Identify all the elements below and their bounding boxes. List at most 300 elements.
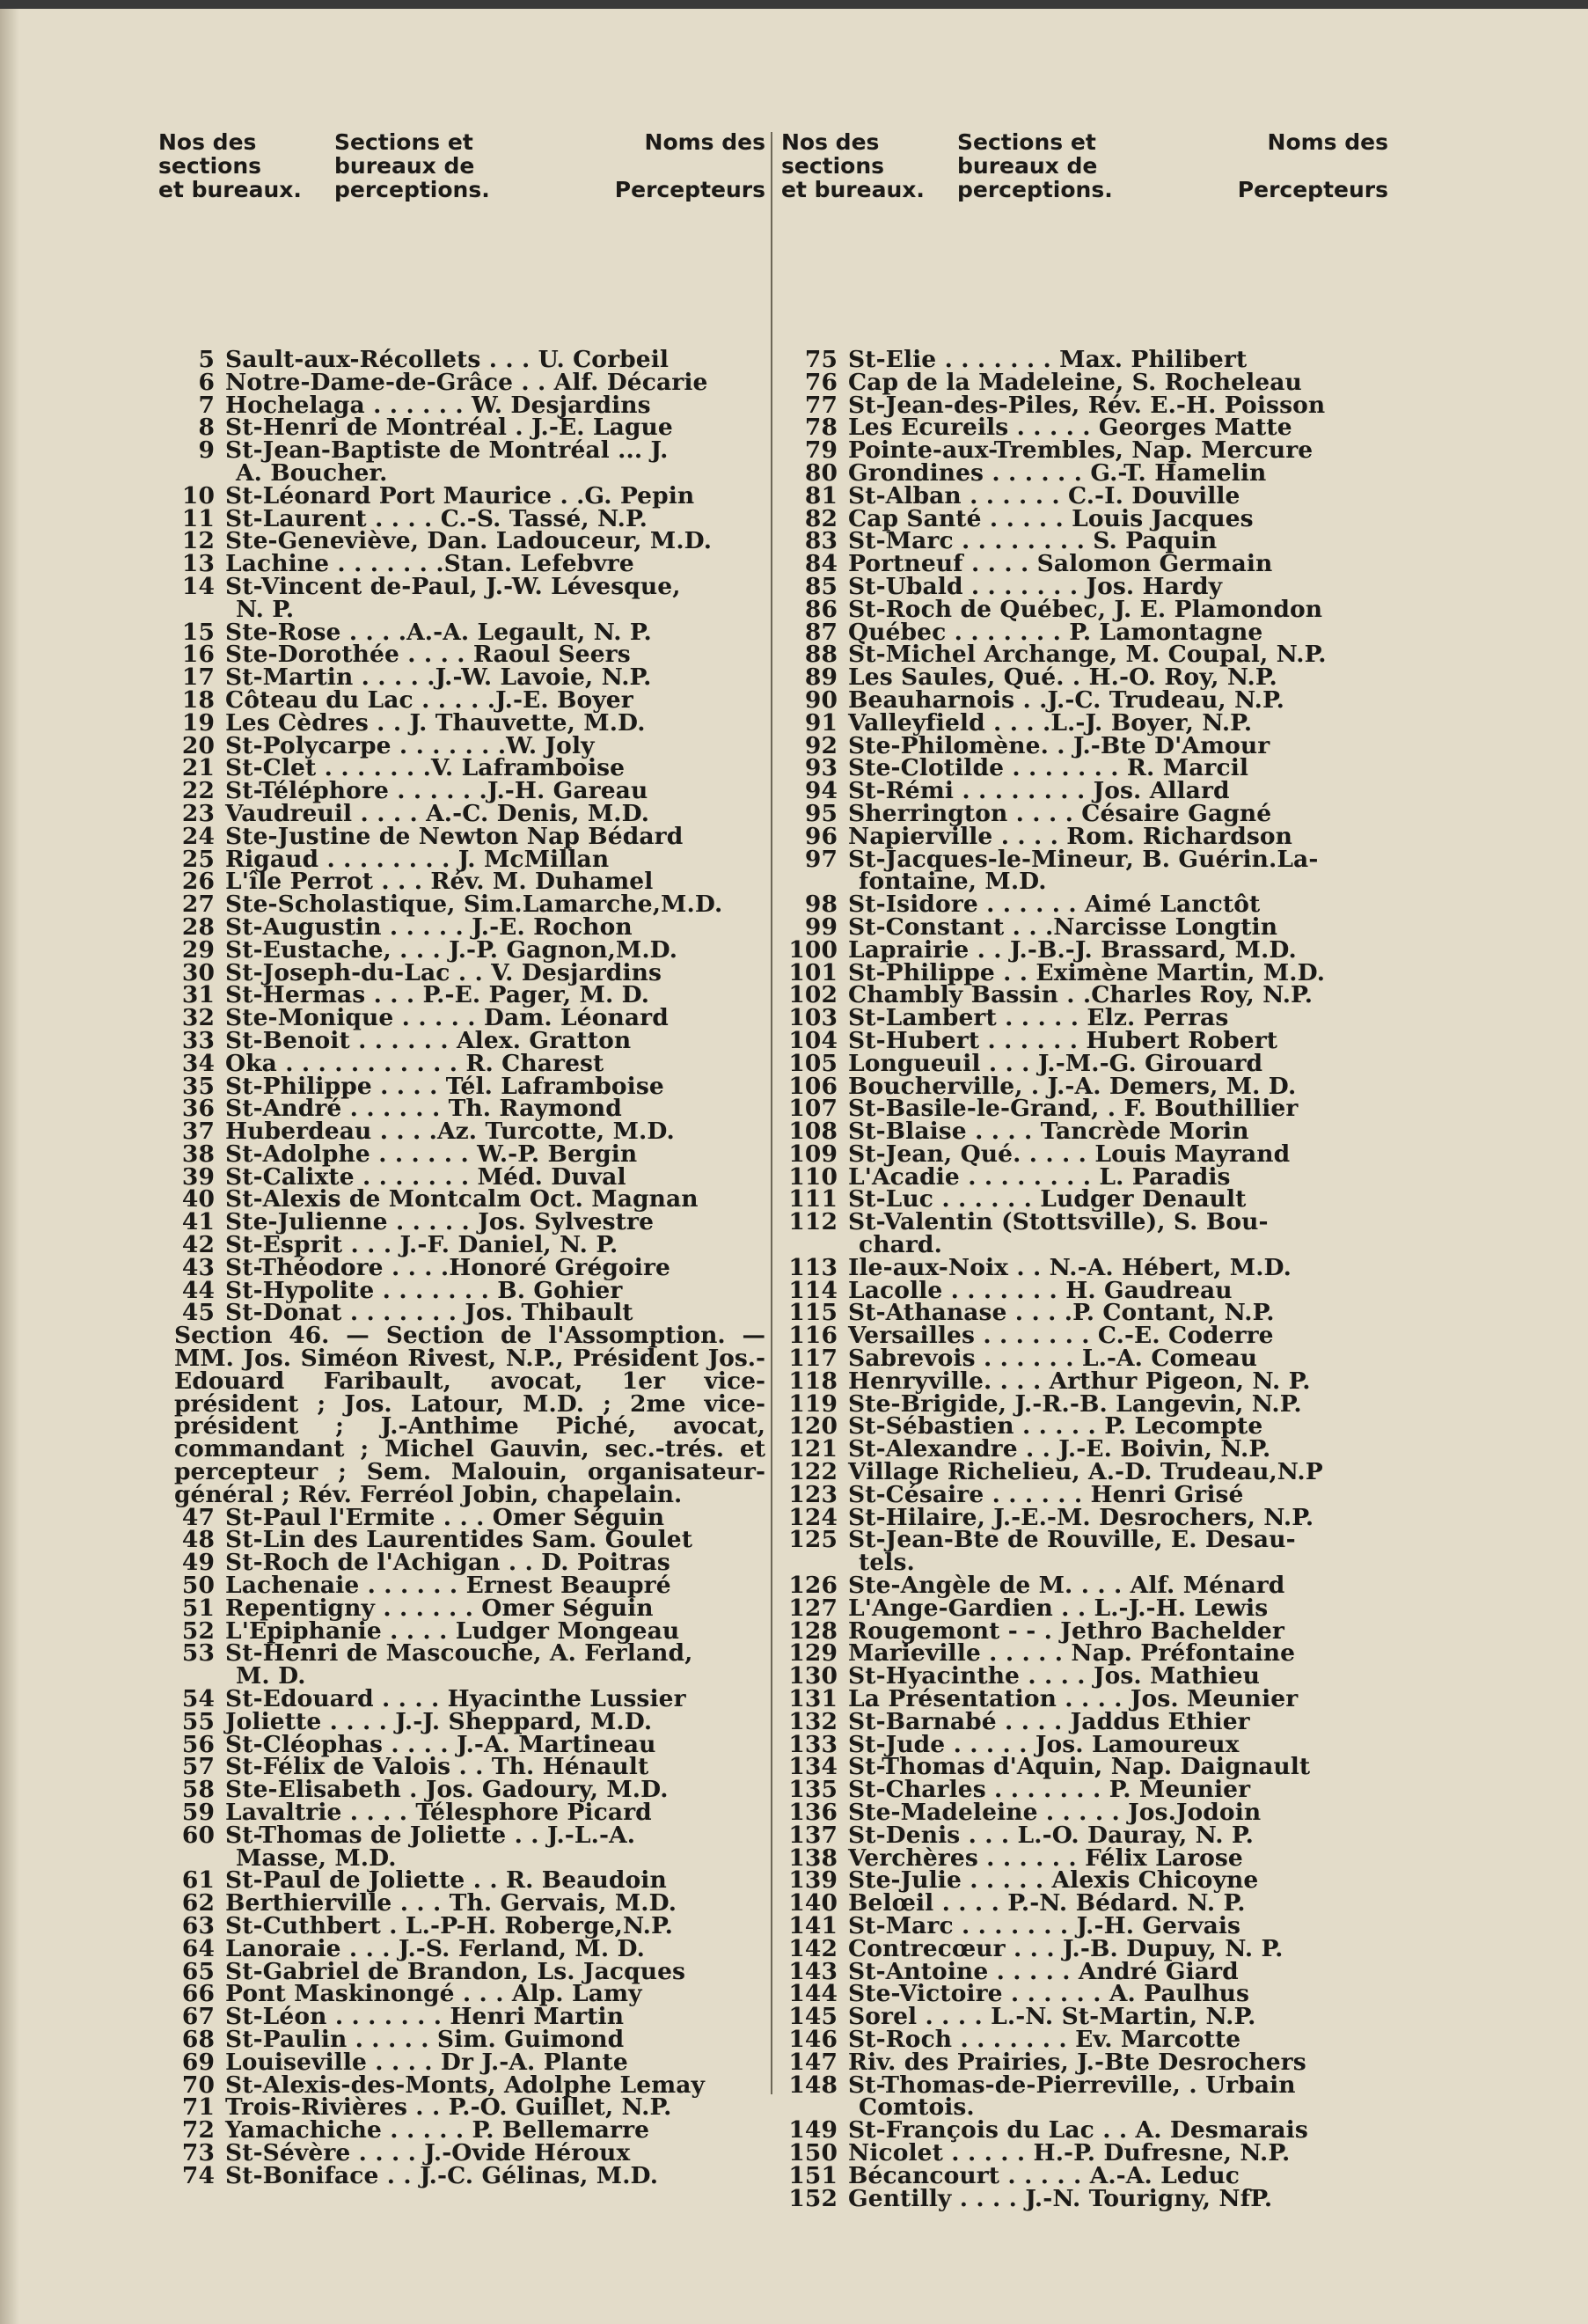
entry-number: 50 xyxy=(181,1572,215,1600)
entry-number: 70 xyxy=(181,2071,215,2099)
entry-number: 86 xyxy=(804,595,838,623)
entry-number: 136 xyxy=(788,1799,838,1826)
entry-number: 77 xyxy=(804,391,838,419)
entry-number: 132 xyxy=(788,1707,838,1735)
entry-text: St-Cléophas . . . . J.-A. Martineau xyxy=(225,1730,656,1758)
list-item xyxy=(158,1801,765,1824)
entry-number: 119 xyxy=(788,1389,838,1418)
entry-text: Lavaltrie . . . . Télesphore Picard xyxy=(225,1799,652,1826)
entry-number: 100 xyxy=(788,935,838,964)
entry-text-continuation: N. P. xyxy=(236,595,295,623)
header-sections: Sections et bureaux de perceptions. xyxy=(957,129,1113,202)
entry-number: 124 xyxy=(788,1503,838,1531)
entry-text: St-Félix de Valois . . Th. Hénault xyxy=(225,1753,649,1781)
entry-text: Ste-Rose . . . .A.-A. Legault, N. P. xyxy=(225,618,652,646)
entry-number: 59 xyxy=(181,1799,215,1826)
entry-number: 8 xyxy=(198,414,215,442)
entry-number: 114 xyxy=(788,1276,838,1304)
entry-text: St-Alexandre . . J.-E. Boivin, N.P. xyxy=(848,1435,1271,1463)
entry-text: St-François du Lac . . A. Desmarais xyxy=(848,2116,1308,2144)
entry-number: 97 xyxy=(804,845,838,873)
entry-text: Pointe-aux-Trembles, Nap. Mercure xyxy=(848,436,1314,465)
list-item xyxy=(781,1934,1388,1962)
list-item xyxy=(781,1367,1388,1395)
entry-number: 17 xyxy=(181,663,215,692)
list-item xyxy=(781,2048,1388,2076)
entry-text: St-Athanase . . . .P. Contant, N.P. xyxy=(848,1299,1275,1327)
entry-text: Valleyfield . . . .L.-J. Boyer, N.P. xyxy=(848,708,1253,737)
entry-number: 35 xyxy=(181,1072,215,1100)
entry-text: Gentilly . . . . J.-N. Tourigny, NfP. xyxy=(848,2184,1273,2212)
entry-number: 54 xyxy=(181,1685,215,1713)
entry-number: 60 xyxy=(181,1821,215,1849)
entry-text: Québec . . . . . . . P. Lamontagne xyxy=(848,618,1263,646)
entry-text: Ste-Victoire . . . . . . A. Paulhus xyxy=(848,1980,1250,2008)
section-46-paragraph: Section 46. — Section de l'Assomption. —MM. Jos. Siméon Rivest, N.P., Président Jos.-Edouard Faribault, avocat, 1er vice-président ; Jos. Latour, M.D. ; 2me vice-président ; J.-Anthime Piché, avocat, commandant ; Michel Gauvin, sec.-trés. et percepteur ; Sem. Malouin, organisateur-général ; Rév. Ferréol Jobin, chapelain. xyxy=(174,1322,765,1508)
entry-number: 24 xyxy=(181,822,215,850)
entry-number: 67 xyxy=(181,2003,215,2031)
entry-text: Napierville . . . . Rom. Richardson xyxy=(848,822,1293,850)
entry-text: Ste-Brigide, J.-R.-B. Langevin, N.P. xyxy=(848,1389,1302,1418)
entry-number: 25 xyxy=(181,845,215,873)
entry-text: Sault-aux-Récollets . . . U. Corbeil xyxy=(225,346,670,373)
entry-text: St-Constant . . .Narcisse Longtin xyxy=(848,913,1278,941)
entry-text: Marieville . . . . . Nap. Préfontaine xyxy=(848,1639,1296,1668)
list-item xyxy=(781,1821,1388,1849)
list-item xyxy=(781,913,1388,941)
entry-number: 66 xyxy=(181,1980,215,2008)
entry-number: 63 xyxy=(181,1911,215,1939)
entry-number: 75 xyxy=(804,346,838,373)
list-item xyxy=(781,1480,1388,1508)
entry-text: St-Michel Archange, M. Coupal, N.P. xyxy=(848,641,1327,669)
list-item xyxy=(781,1049,1388,1077)
entry-text: Sabrevois . . . . . . L.-A. Comeau xyxy=(848,1345,1258,1373)
entry-number: 33 xyxy=(181,1026,215,1054)
list-item-continuation xyxy=(781,1231,1388,1259)
entry-text: L'Epiphanie . . . . Ludger Mongeau xyxy=(225,1617,680,1645)
entry-number: 122 xyxy=(788,1458,838,1486)
entry-number: 130 xyxy=(788,1662,838,1690)
list-item xyxy=(158,1707,765,1735)
entry-number: 141 xyxy=(788,1911,838,1939)
right-column-header xyxy=(781,130,1388,227)
entry-text: St-Gabriel de Brandon, Ls. Jacques xyxy=(225,1957,686,1985)
entry-text: L'Ange-Gardien . . L.-J.-H. Lewis xyxy=(848,1594,1269,1622)
list-item xyxy=(781,595,1388,623)
entry-number: 39 xyxy=(181,1162,215,1191)
entry-text: Boucherville, . J.-A. Demers, M. D. xyxy=(848,1072,1297,1100)
entry-text: Chambly Bassin . .Charles Roy, N.P. xyxy=(848,981,1314,1009)
entry-number: 84 xyxy=(804,550,838,578)
entry-number: 144 xyxy=(788,1980,838,2008)
list-item xyxy=(781,935,1388,964)
entry-number: 149 xyxy=(788,2116,838,2144)
list-item xyxy=(158,1934,765,1962)
entry-text: St-Valentin (Stottsville), S. Bou- xyxy=(848,1208,1269,1236)
list-item xyxy=(158,1572,765,1600)
entry-text: Bécancourt . . . . . A.-A. Leduc xyxy=(848,2161,1240,2189)
entry-text: Henryville. . . . Arthur Pigeon, N. P. xyxy=(848,1367,1311,1395)
entry-number: 44 xyxy=(181,1276,215,1304)
list-item xyxy=(158,348,765,371)
entry-text: St-Clet . . . . . . .V. Laframboise xyxy=(225,754,626,782)
entry-text: Notre-Dame-de-Grâce . . Alf. Décarie xyxy=(225,368,708,396)
entry-text: St-Sévère . . . . J.-Ovide Héroux xyxy=(225,2138,631,2166)
entry-text: St-Blaise . . . . Tancrède Morin xyxy=(848,1118,1249,1146)
entry-number: 101 xyxy=(788,958,838,986)
entry-number: 104 xyxy=(788,1026,838,1054)
list-item xyxy=(781,1911,1388,1939)
entry-text: Lacolle . . . . . . . H. Gaudreau xyxy=(848,1276,1233,1304)
entry-text: St-Jean, Qué. . . . . Louis Mayrand xyxy=(848,1140,1291,1168)
entry-number: 121 xyxy=(788,1435,838,1463)
entry-text: St-Boniface . . J.-C. Gélinas, M.D. xyxy=(225,2161,659,2189)
entry-number: 94 xyxy=(804,777,838,805)
entry-text: Ste-Angèle de M. . . . Alf. Ménard xyxy=(848,1572,1285,1600)
entry-text: Riv. des Prairies, J.-Bte Desrochers xyxy=(848,2048,1306,2076)
entry-number: 43 xyxy=(181,1253,215,1281)
entry-number: 88 xyxy=(804,641,838,669)
list-item xyxy=(781,2184,1388,2212)
entry-number: 76 xyxy=(804,368,838,396)
list-item xyxy=(781,368,1388,396)
entry-text: St-Denis . . . L.-O. Dauray, N. P. xyxy=(848,1821,1254,1849)
entry-number: 123 xyxy=(788,1480,838,1508)
header-collectors: Noms des Percepteurs xyxy=(614,129,765,202)
entry-number: 41 xyxy=(181,1208,215,1236)
entry-text-continuation: chard. xyxy=(859,1231,942,1259)
entry-number: 31 xyxy=(181,981,215,1009)
entry-text-continuation: Comtois. xyxy=(859,2093,975,2122)
entry-text: Yamachiche . . . . . P. Bellemarre xyxy=(225,2116,650,2144)
left-column xyxy=(158,130,765,2188)
entry-text: Ste-Dorothée . . . . Raoul Seers xyxy=(225,641,631,669)
entry-number: 120 xyxy=(788,1412,838,1441)
entry-number: 38 xyxy=(181,1140,215,1168)
list-item xyxy=(158,1049,765,1077)
entry-text: Rougemont - - . Jethro Bachelder xyxy=(848,1617,1284,1645)
entry-text: St-Jean-Baptiste de Montréal ... J. xyxy=(225,436,669,465)
entry-number-blank xyxy=(158,598,225,621)
list-item xyxy=(781,1345,1388,1373)
list-item xyxy=(158,1911,765,1939)
list-item xyxy=(158,685,765,714)
entry-number: 83 xyxy=(804,527,838,555)
list-item xyxy=(781,1685,1388,1713)
entry-text: St-Jean-Bte de Rouville, E. Desau- xyxy=(848,1526,1296,1554)
entry-text: Ste-Philomène. . J.-Bte D'Amour xyxy=(848,731,1270,759)
entry-number: 106 xyxy=(788,1072,838,1100)
entry-text: Côteau du Lac . . . . .J.-E. Boyer xyxy=(225,685,633,714)
entry-text: St-Jacques-le-Mineur, B. Guérin.La- xyxy=(848,845,1319,873)
entry-number: 87 xyxy=(804,618,838,646)
entry-number: 12 xyxy=(181,527,215,555)
entry-number: 151 xyxy=(788,2161,838,2189)
entry-text: St-Alban . . . . . . C.-I. Douville xyxy=(848,481,1240,510)
entry-number: 80 xyxy=(804,458,838,487)
list-item xyxy=(158,913,765,941)
entry-text: Verchères . . . . . . Félix Larose xyxy=(848,1844,1243,1872)
list-item xyxy=(158,2048,765,2076)
entry-number: 109 xyxy=(788,1140,838,1168)
list-item xyxy=(158,708,765,737)
entry-number: 48 xyxy=(181,1526,215,1554)
entry-number: 137 xyxy=(788,1821,838,1849)
right-entries xyxy=(781,348,1388,2210)
header-sections: Sections et bureaux de perceptions. xyxy=(334,129,490,202)
list-item xyxy=(781,348,1388,371)
entry-text: St-Luc . . . . . . Ludger Denault xyxy=(848,1185,1247,1213)
entry-text: St-Basile-le-Grand, . F. Bouthillier xyxy=(848,1095,1299,1123)
entry-text: Laprairie . . J.-B.-J. Brassard, M.D. xyxy=(848,935,1297,964)
entry-text: St-Henri de Mascouche, A. Ferland, xyxy=(225,1639,693,1668)
entry-text: Ile-aux-Noix . . N.-A. Hébert, M.D. xyxy=(848,1253,1292,1281)
entry-text: St-Alexis de Montcalm Oct. Magnan xyxy=(225,1185,699,1213)
entry-number: 93 xyxy=(804,754,838,782)
entry-number: 78 xyxy=(804,414,838,442)
list-item xyxy=(158,1685,765,1713)
entry-text: Lachenaie . . . . . . Ernest Beaupré xyxy=(225,1572,671,1600)
list-item xyxy=(781,799,1388,827)
entry-text: Ste-Geneviève, Dan. Ladouceur, M.D. xyxy=(225,527,713,555)
entry-number: 131 xyxy=(788,1685,838,1713)
entry-number: 29 xyxy=(181,935,215,964)
header-collectors: Noms des Percepteurs xyxy=(1237,129,1388,202)
entry-number: 68 xyxy=(181,2025,215,2053)
entry-text: St-Sébastien . . . . . P. Lecompte xyxy=(848,1412,1263,1441)
entry-number: 27 xyxy=(181,891,215,919)
entry-number: 26 xyxy=(181,868,215,896)
entry-number: 32 xyxy=(181,1004,215,1032)
entry-text: St-Paulin . . . . . Sim. Guimond xyxy=(225,2025,625,2053)
entry-text: St-Polycarpe . . . . . . .W. Joly xyxy=(225,731,595,759)
list-item xyxy=(158,1231,765,1259)
entry-number: 42 xyxy=(181,1231,215,1259)
entry-text: Berthierville . . . Th. Gervais, M.D. xyxy=(225,1889,677,1917)
left-entries-continued xyxy=(158,1503,765,2189)
entry-text: St-André . . . . . . Th. Raymond xyxy=(225,1095,622,1123)
entry-number: 45 xyxy=(181,1299,215,1327)
entry-text: Ste-Clotilde . . . . . . . R. Marcil xyxy=(848,754,1249,782)
entry-text: Les Cèdres . . J. Thauvette, M.D. xyxy=(225,708,646,737)
entry-text: St-Hermas . . . P.-E. Pager, M. D. xyxy=(225,981,650,1009)
list-item xyxy=(781,1140,1388,1168)
entry-text: Hochelaga . . . . . . W. Desjardins xyxy=(225,391,651,419)
list-item xyxy=(158,1026,765,1054)
entry-text: St-Hilaire, J.-E.-M. Desrochers, N.P. xyxy=(848,1503,1314,1531)
entry-text: St-Marc . . . . . . . J.-H. Gervais xyxy=(848,1911,1241,1939)
entry-text: Sherrington . . . . Césaire Gagné xyxy=(848,799,1272,827)
entry-text: Les Ecureils . . . . . Georges Matte xyxy=(848,414,1292,442)
entry-text: St-Donat . . . . . . . Jos. Thibault xyxy=(225,1299,633,1327)
entry-text: Village Richelieu, A.-D. Trudeau,N.P xyxy=(848,1458,1323,1486)
entry-text-continuation: tels. xyxy=(859,1549,915,1577)
entry-number: 19 xyxy=(181,708,215,737)
entry-text: Huberdeau . . . .Az. Turcotte, M.D. xyxy=(225,1118,675,1146)
entry-number: 22 xyxy=(181,777,215,805)
list-item xyxy=(158,2161,765,2189)
entry-text-continuation: A. Boucher. xyxy=(236,458,388,487)
entry-number: 71 xyxy=(181,2093,215,2122)
entry-number: 143 xyxy=(788,1957,838,1985)
entry-text: Oka . . . . . . . . . . . R. Charest xyxy=(225,1049,604,1077)
entry-number: 92 xyxy=(804,731,838,759)
entry-number: 30 xyxy=(181,958,215,986)
entry-number: 108 xyxy=(788,1118,838,1146)
entry-text: St-Benoit . . . . . . Alex. Gratton xyxy=(225,1026,632,1054)
entry-text: Ste-Scholastique, Sim.Lamarche,M.D. xyxy=(225,891,723,919)
entry-number: 90 xyxy=(804,685,838,714)
entry-text-continuation: M. D. xyxy=(236,1662,306,1690)
entry-number: 10 xyxy=(181,481,215,510)
entry-text: St-Roch . . . . . . . Ev. Marcotte xyxy=(848,2025,1241,2053)
entry-number: 18 xyxy=(181,685,215,714)
entry-number: 69 xyxy=(181,2048,215,2076)
list-item xyxy=(158,935,765,964)
entry-number: 99 xyxy=(804,913,838,941)
entry-number: 61 xyxy=(181,1866,215,1895)
entry-number: 85 xyxy=(804,572,838,600)
entry-text-continuation: fontaine, M.D. xyxy=(859,868,1047,896)
entry-number: 110 xyxy=(788,1162,838,1191)
entry-text: St-Roch de Québec, J. E. Plamondon xyxy=(848,595,1323,623)
entry-text: St-Philippe . . . . Tél. Laframboise xyxy=(225,1072,664,1100)
list-item xyxy=(158,799,765,827)
entry-number: 16 xyxy=(181,641,215,669)
entry-number: 125 xyxy=(788,1526,838,1554)
entry-text: Ste-Julie . . . . . Alexis Chicoyne xyxy=(848,1866,1259,1895)
entry-text: St-Rémi . . . . . . . . Jos. Allard xyxy=(848,777,1230,805)
entry-text: Les Saules, Qué. . H.-O. Roy, N.P. xyxy=(848,663,1277,692)
entry-text: St-Jude . . . . . Jos. Lamoureux xyxy=(848,1730,1240,1758)
entry-text: Grondines . . . . . . G.-T. Hamelin xyxy=(848,458,1267,487)
entry-number: 91 xyxy=(804,708,838,737)
entry-number: 95 xyxy=(804,799,838,827)
entry-number: 96 xyxy=(804,822,838,850)
list-item xyxy=(781,1458,1388,1486)
entry-number: 103 xyxy=(788,1004,838,1032)
list-item xyxy=(781,2161,1388,2189)
list-item xyxy=(158,368,765,396)
list-item xyxy=(158,1253,765,1281)
entry-number: 52 xyxy=(181,1617,215,1645)
entry-number-blank xyxy=(781,1234,848,1257)
entry-number: 134 xyxy=(788,1753,838,1781)
entry-number: 65 xyxy=(181,1957,215,1985)
list-item xyxy=(781,1707,1388,1735)
entry-text: St-Hyacinthe . . . . Jos. Mathieu xyxy=(848,1662,1260,1690)
entry-number: 102 xyxy=(788,981,838,1009)
entry-text: Cap Santé . . . . . Louis Jacques xyxy=(848,504,1254,532)
list-item xyxy=(158,1821,765,1849)
list-item xyxy=(158,481,765,510)
entry-text: Ste-Monique . . . . . Dam. Léonard xyxy=(225,1004,669,1032)
entry-text: Vaudreuil . . . . A.-C. Denis, M.D. xyxy=(225,799,650,827)
entry-number: 112 xyxy=(788,1208,838,1236)
entry-number: 51 xyxy=(181,1594,215,1622)
entry-number: 47 xyxy=(181,1503,215,1531)
list-item xyxy=(781,2138,1388,2166)
entry-number: 28 xyxy=(181,913,215,941)
entry-text: St-Edouard . . . . Hyacinthe Lussier xyxy=(225,1685,686,1713)
entry-text: Pont Maskinongé . . . Alp. Lamy xyxy=(225,1980,642,2008)
entry-text: Louiseville . . . . Dr J.-A. Plante xyxy=(225,2048,628,2076)
entry-number: 55 xyxy=(181,1707,215,1735)
entry-number: 15 xyxy=(181,618,215,646)
entry-number: 72 xyxy=(181,2116,215,2144)
entry-text: Beauharnois . .J.-C. Trudeau, N.P. xyxy=(848,685,1284,714)
entry-number: 113 xyxy=(788,1253,838,1281)
entry-number: 73 xyxy=(181,2138,215,2166)
entry-number: 150 xyxy=(788,2138,838,2166)
entry-number: 129 xyxy=(788,1639,838,1668)
entry-number: 13 xyxy=(181,550,215,578)
entry-text: Contrecœur . . . J.-B. Dupuy, N. P. xyxy=(848,1934,1284,1962)
list-item xyxy=(781,572,1388,600)
entry-number: 6 xyxy=(198,368,215,396)
entry-text: St-Augustin . . . . . J.-E. Rochon xyxy=(225,913,633,941)
entry-text: St-Roch de l'Achigan . . D. Poitras xyxy=(225,1549,670,1577)
entry-number: 135 xyxy=(788,1776,838,1804)
list-item-continuation xyxy=(158,458,765,487)
entry-text: St-Elie . . . . . . . Max. Philibert xyxy=(848,346,1248,373)
entry-number: 81 xyxy=(804,481,838,510)
entry-text: Cap de la Madeleine, S. Rocheleau xyxy=(848,368,1302,396)
entry-number: 116 xyxy=(788,1322,838,1350)
entry-text: St-Thomas-de-Pierreville, . Urbain xyxy=(848,2071,1296,2099)
list-item xyxy=(781,1801,1388,1824)
entry-text: St-Eustache, . . . J.-P. Gagnon,M.D. xyxy=(225,935,678,964)
entry-text: Ste-Madeleine . . . . . Jos.Jodoin xyxy=(848,1799,1262,1826)
entry-text: St-Téléphore . . . . . .J.-H. Gareau xyxy=(225,777,648,805)
entry-text: Nicolet . . . . . H.-P. Dufresne, N.P. xyxy=(848,2138,1291,2166)
entry-text: St-Léonard Port Maurice . .G. Pepin xyxy=(225,481,695,510)
entry-number: 111 xyxy=(788,1185,838,1213)
entry-text: St-Cuthbert . L.-P-H. Roberge,N.P. xyxy=(225,1911,673,1939)
entry-number: 62 xyxy=(181,1889,215,1917)
entry-text: St-Jean-des-Piles, Rév. E.-H. Poisson xyxy=(848,391,1326,419)
entry-text: St-Philippe . . Eximène Martin, M.D. xyxy=(848,958,1326,986)
entry-number: 56 xyxy=(181,1730,215,1758)
entry-text: St-Calixte . . . . . . . Méd. Duval xyxy=(225,1162,626,1191)
list-item xyxy=(781,1026,1388,1054)
entry-number: 89 xyxy=(804,663,838,692)
list-item xyxy=(158,822,765,850)
entry-text: St-Henri de Montréal . J.-E. Lague xyxy=(225,414,673,442)
entry-text: St-Thomas de Joliette . . J.-L.-A. xyxy=(225,1821,636,1849)
entry-text: Ste-Justine de Newton Nap Bédard xyxy=(225,822,684,850)
entry-text: Trois-Rivières . . P.-O. Guillet, N.P. xyxy=(225,2093,672,2122)
entry-text: St-Lin des Laurentides Sam. Goulet xyxy=(225,1526,693,1554)
entry-number: 118 xyxy=(788,1367,838,1395)
entry-number-blank xyxy=(158,462,225,485)
entry-number: 142 xyxy=(788,1934,838,1962)
left-column-header xyxy=(158,130,765,227)
entry-text: St-Thomas d'Aquin, Nap. Daignault xyxy=(848,1753,1311,1781)
entry-text: Rigaud . . . . . . . . J. McMillan xyxy=(225,845,610,873)
entry-text: St-Hubert . . . . . . Hubert Robert xyxy=(848,1026,1278,1054)
list-item xyxy=(781,2025,1388,2053)
entry-number: 20 xyxy=(181,731,215,759)
list-item xyxy=(158,572,765,600)
entry-text-continuation: Masse, M.D. xyxy=(236,1844,397,1872)
list-item xyxy=(781,1253,1388,1281)
entry-text: Versailles . . . . . . . C.-E. Coderre xyxy=(848,1322,1274,1350)
entry-text: Belœil . . . . P.-N. Bédard. N. P. xyxy=(848,1889,1246,1917)
entry-number: 148 xyxy=(788,2071,838,2099)
list-item xyxy=(781,822,1388,850)
